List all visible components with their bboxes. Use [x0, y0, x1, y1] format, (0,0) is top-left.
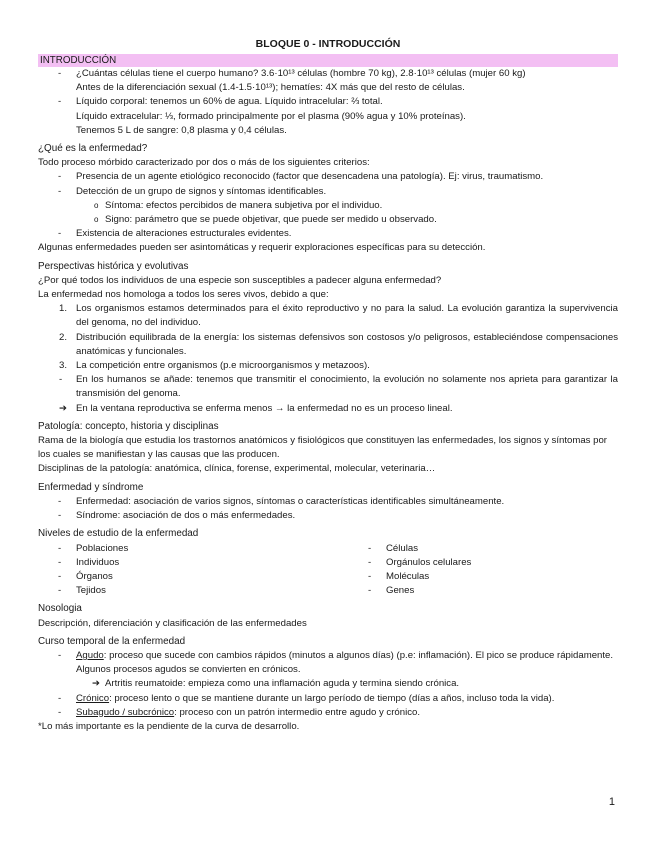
item-number: 3.	[59, 360, 68, 372]
bullet-dash: -	[58, 495, 62, 507]
list-item-text: Síntoma: efectos percibidos de manera subjetiva por el individuo.	[105, 199, 383, 211]
list-item	[38, 649, 618, 677]
bullet-dash: -	[58, 542, 62, 554]
bullet-dash: -	[59, 374, 63, 386]
bullet-dash: -	[58, 171, 62, 183]
term-subagudo: Subagudo / subcrónico	[76, 706, 175, 718]
list-item-text: Artritis reumatoide: empieza como una inflamación aguda y termina siendo crónica.	[105, 678, 460, 690]
term-agudo: Agudo	[76, 649, 104, 661]
paragraph: Rama de la biología que estudia los trastornos anatómicos y fisiológicos que constituyen las enfermedades, los signos y síntomas por los cuales se manifiestan y las causas que las producen.	[38, 435, 608, 461]
document-page	[38, 36, 618, 734]
bullet-dash: -	[58, 510, 62, 522]
bullet-dash: -	[58, 68, 62, 79]
bullet-dash: -	[368, 542, 372, 554]
list-item-text: Presencia de un agente etiológico reconocido (factor que desencadena una patología). Ej: virus, traumatismo.	[76, 171, 544, 183]
list-item	[38, 706, 618, 720]
list-item	[38, 95, 618, 138]
list-item-text: Tejidos	[76, 585, 106, 597]
heading-nosologia: Nosologia	[38, 603, 82, 615]
list-item-text: Moléculas	[386, 570, 430, 582]
list-item	[368, 570, 618, 584]
list-item-text: Individuos	[76, 556, 120, 568]
bullet-dash: -	[58, 585, 62, 597]
sub-list-item	[38, 213, 618, 227]
numbered-item	[38, 359, 618, 373]
list-item	[368, 584, 618, 598]
list-item-text: Distribución equilibrada de la energía: los sistemas defensivos son costosos y/o peligrosos, estableciéndose compensaciones anatómicas y funcionales.	[76, 331, 618, 357]
bullet-dash: -	[368, 585, 372, 597]
list-item-text: Órganos	[76, 570, 113, 582]
arrow-icon: ➔	[92, 678, 101, 690]
list-item	[38, 584, 368, 598]
bullet-dash: -	[368, 570, 372, 582]
niveles-left-column	[38, 542, 368, 599]
paragraph: ¿Por qué todos los individuos de una especie son susceptibles a padecer alguna enfermedad?	[38, 274, 442, 286]
arrow-item	[38, 677, 618, 691]
niveles-right-column	[368, 542, 618, 599]
footnote: *Lo más importante es la pendiente de la curva de desarrollo.	[38, 720, 300, 732]
heading-sindrome: Enfermedad y síndrome	[38, 481, 144, 493]
list-item	[38, 185, 618, 199]
list-item	[368, 556, 618, 570]
numbered-item	[38, 302, 618, 330]
bullet-dash: -	[58, 556, 62, 568]
sub-list-item	[38, 199, 618, 213]
bullet-dash: -	[58, 649, 62, 661]
list-item	[38, 170, 618, 184]
list-item	[38, 67, 618, 95]
list-item-text: Enfermedad: asociación de varios signos, síntomas o características identificables simultáneamente.	[76, 495, 505, 507]
heading-perspectivas: Perspectivas histórica y evolutivas	[38, 260, 189, 272]
arrow-icon: ➔	[59, 402, 68, 414]
list-item-text: La competición entre organismos (p.e microorganismos y metazoos).	[76, 360, 370, 372]
list-item-text: Síndrome: asociación de dos o más enfermedades.	[76, 510, 296, 522]
intro-line: ¿Cuántas células tiene el cuerpo humano? 3.6·10¹³ células (hombre 70 kg), 2.8·10¹³ células (mujer 60 kg)	[76, 68, 526, 79]
term-cronico: Crónico	[76, 692, 110, 704]
paragraph: La enfermedad nos homologa a todos los seres vivos, debido a que:	[38, 289, 329, 301]
heading-patologia: Patología: concepto, historia y disciplinas	[38, 420, 219, 432]
item-number: 1.	[59, 303, 68, 315]
intro-line: Antes de la diferenciación sexual (1.4-1.5·10¹³); hematíes: 4X más que del resto de células.	[76, 82, 465, 94]
list-item	[38, 556, 368, 570]
bullet-dash: -	[58, 692, 62, 704]
list-item-text: Células	[386, 542, 418, 554]
page-number: 1	[608, 796, 615, 808]
intro-line: Tenemos 5 L de sangre: 0,8 plasma y 0,4 células.	[76, 124, 287, 136]
bullet-circle: o	[94, 200, 99, 210]
list-item-text: Orgánulos celulares	[386, 556, 472, 568]
list-item-text: Poblaciones	[76, 542, 129, 554]
heading-curso: Curso temporal de la enfermedad	[38, 635, 186, 647]
list-item	[38, 509, 618, 523]
list-item	[38, 227, 618, 241]
list-item	[38, 542, 368, 556]
list-item	[38, 570, 368, 584]
bullet-circle: o	[94, 215, 99, 225]
numbered-item	[38, 331, 618, 359]
heading-enfermedad: ¿Qué es la enfermedad?	[38, 143, 148, 155]
list-item	[368, 542, 618, 556]
bullet-dash: -	[58, 185, 62, 197]
section-band-introduccion: INTRODUCCIÓN	[38, 54, 618, 67]
paragraph: Disciplinas de la patología: anatómica, clínica, forense, experimental, molecular, veterinaria…	[38, 463, 436, 475]
list-item-text: : proceso lento o que se mantiene durante un largo período de tiempo (días a años, incluso toda la vida).	[109, 692, 555, 704]
list-item	[38, 495, 618, 509]
intro-line: Líquido corporal: tenemos un 60% de agua. Líquido intracelular: ⅔ total.	[76, 96, 383, 108]
document-title: BLOQUE 0 - INTRODUCCIÓN	[255, 38, 401, 50]
bullet-dash: -	[368, 556, 372, 568]
niveles-columns	[38, 542, 618, 599]
paragraph: Todo proceso mórbido caracterizado por dos o más de los siguientes criterios:	[38, 157, 370, 169]
paragraph: Descripción, diferenciación y clasificación de las enfermedades	[38, 617, 307, 629]
bullet-dash: -	[58, 706, 62, 718]
list-item-text: Los organismos estamos determinados para el éxito reproductivo y no para la salud. La evolución garantiza la supervivencia del genoma, no del individuo.	[76, 303, 618, 329]
bullet-dash: -	[58, 228, 62, 240]
list-item-text: En la ventana reproductiva se enferma menos → la enfermedad no es un proceso lineal.	[76, 402, 453, 414]
arrow-item	[38, 402, 618, 416]
bullet-dash: -	[58, 96, 62, 108]
bullet-dash: -	[58, 570, 62, 582]
paragraph: Algunas enfermedades pueden ser asintomáticas y requerir exploraciones específicas para su detección.	[38, 242, 486, 254]
list-item-text: En los humanos se añade: tenemos que transmitir el conocimiento, la evolución no solamente nos aprieta para garantizar la transmisión del genoma.	[76, 374, 618, 400]
heading-niveles: Niveles de estudio de la enfermedad	[38, 528, 199, 540]
list-item-text: Genes	[386, 585, 415, 597]
list-item-text: : proceso con un patrón intermedio entre agudo y crónico.	[174, 706, 420, 718]
intro-line: Líquido extracelular: ⅓, formado principalmente por el plasma (90% agua y 10% proteínas).	[76, 110, 466, 122]
list-item-text: : proceso que sucede con cambios rápidos (minutos a algunos días) (p.e: inflamación). El pico se produce rápidamente. Algunos procesos agudos se convierten en crónicos.	[76, 649, 614, 676]
item-number: 2.	[59, 331, 68, 343]
list-item-text: Existencia de alteraciones estructurales evidentes.	[76, 228, 292, 240]
list-item	[38, 373, 618, 401]
list-item-text: Signo: parámetro que se puede objetivar, que puede ser medido u observado.	[105, 214, 437, 226]
list-item	[38, 692, 618, 706]
list-item-text: Detección de un grupo de signos y síntomas identificables.	[76, 185, 327, 197]
